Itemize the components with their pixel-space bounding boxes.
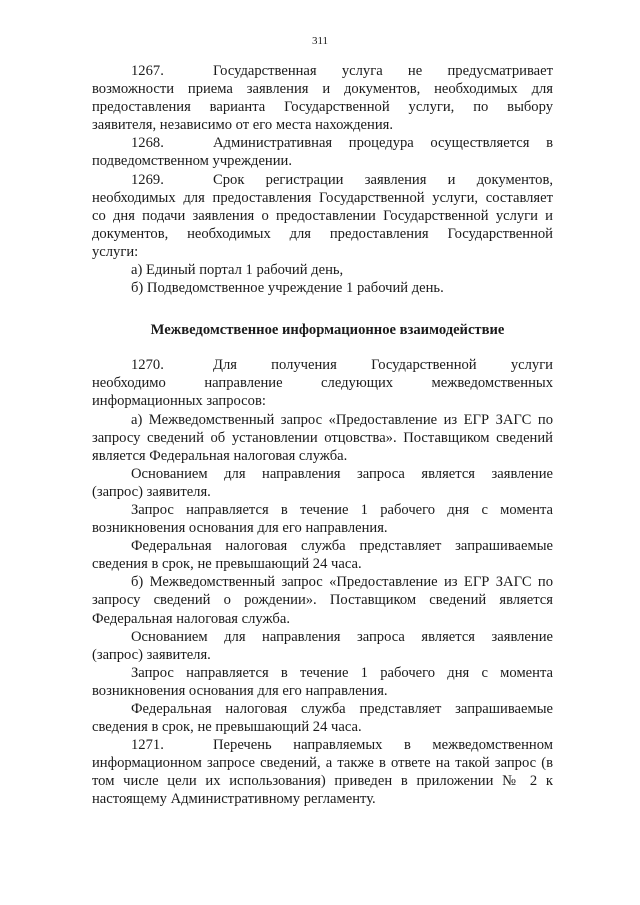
text-line: сведения в срок, не превышающий 24 часа. bbox=[92, 556, 362, 573]
paragraph-1270 bbox=[92, 356, 553, 736]
text-line: Основанием для направления запроса является заявление bbox=[131, 628, 553, 645]
text-line: Для получения Государственной услуги bbox=[213, 357, 553, 374]
text-line: Федеральная налоговая служба представляет запрашиваемые bbox=[131, 701, 553, 717]
text-line: (запрос) заявителя. bbox=[92, 646, 211, 663]
text-line: Административная процедура осуществляется в bbox=[213, 135, 553, 152]
paragraph-1267 bbox=[92, 62, 553, 134]
text-line: заявителя, независимо от его места нахождения. bbox=[92, 117, 394, 134]
section-heading: Межведомственное информационное взаимодействие bbox=[150, 322, 505, 339]
text-line: б) Межведомственный запрос «Предоставление из ЕГР ЗАГС по bbox=[131, 574, 553, 591]
text-line: информационных запросов: bbox=[92, 393, 266, 410]
text-line: Федеральная налоговая служба представляет запрашиваемые bbox=[131, 538, 553, 555]
paragraph-number: 1269. bbox=[131, 171, 164, 188]
text-line: Основанием для направления запроса является заявление bbox=[131, 465, 553, 482]
text-line: возникновения основания для его направления. bbox=[92, 520, 388, 537]
page-number: 311 bbox=[311, 35, 329, 47]
paragraph-1271 bbox=[92, 736, 553, 808]
paragraph-number: 1271. bbox=[131, 737, 164, 754]
text-line: Запрос направляется в течение 1 рабочего дня с момента bbox=[131, 501, 553, 518]
text-line: Срок регистрации заявления и документов, bbox=[213, 171, 553, 188]
paragraph-number: 1268. bbox=[131, 135, 164, 152]
text-line: Запрос направляется в течение 1 рабочего дня с момента bbox=[131, 664, 553, 681]
list-item-b: б) Подведомственное учреждение 1 рабочий день. bbox=[131, 280, 444, 297]
text-line: Федеральная налоговая служба. bbox=[92, 610, 290, 627]
text-line: Перечень направляемых в межведомственном bbox=[213, 737, 553, 754]
paragraph-number: 1267. bbox=[131, 63, 164, 79]
text-line: возникновения основания для его направления. bbox=[92, 682, 388, 699]
text-line: а) Межведомственный запрос «Предоставление из ЕГР ЗАГС по bbox=[131, 411, 553, 428]
text-line: возможности приема заявления и документов, необходимых для bbox=[92, 81, 553, 98]
text-line: (запрос) заявителя. bbox=[92, 483, 211, 500]
text-line: услуги: bbox=[92, 243, 139, 260]
paragraph-1268 bbox=[92, 134, 553, 170]
text-line: необходимо направление следующих межведомственных bbox=[92, 375, 553, 392]
text-line: сведения в срок, не превышающий 24 часа. bbox=[92, 719, 362, 736]
text-line: том числе цели их использования) приведен в приложении № 2 к bbox=[92, 773, 553, 790]
text-line: предоставления варианта Государственной услуги, по выбору bbox=[92, 99, 553, 116]
text-line: является Федеральная налоговая служба. bbox=[92, 447, 348, 464]
text-line: подведомственном учреждении. bbox=[92, 153, 293, 170]
text-line: информационном запросе сведений, а также в ответе на такой запрос (в bbox=[92, 755, 553, 772]
paragraph-1269 bbox=[92, 171, 553, 298]
text-line: запросу сведений об установлении отцовства». Поставщиком сведений bbox=[92, 429, 553, 446]
list-item-a: а) Единый портал 1 рабочий день, bbox=[131, 262, 344, 279]
paragraph-number: 1270. bbox=[131, 357, 164, 374]
text-line: со дня подачи заявления о предоставлении Государственной услуги и bbox=[92, 207, 553, 224]
document-body bbox=[92, 62, 553, 809]
text-line: Государственная услуга не предусматривает bbox=[213, 63, 553, 79]
text-line: настоящему Административному регламенту. bbox=[92, 791, 376, 808]
text-line: запросу сведений о рождении». Поставщиком сведений является bbox=[92, 592, 553, 609]
text-line: необходимых для предоставления Государственной услуги, составляет bbox=[92, 189, 553, 206]
text-line: документов, необходимых для предоставления Государственной bbox=[92, 225, 553, 242]
